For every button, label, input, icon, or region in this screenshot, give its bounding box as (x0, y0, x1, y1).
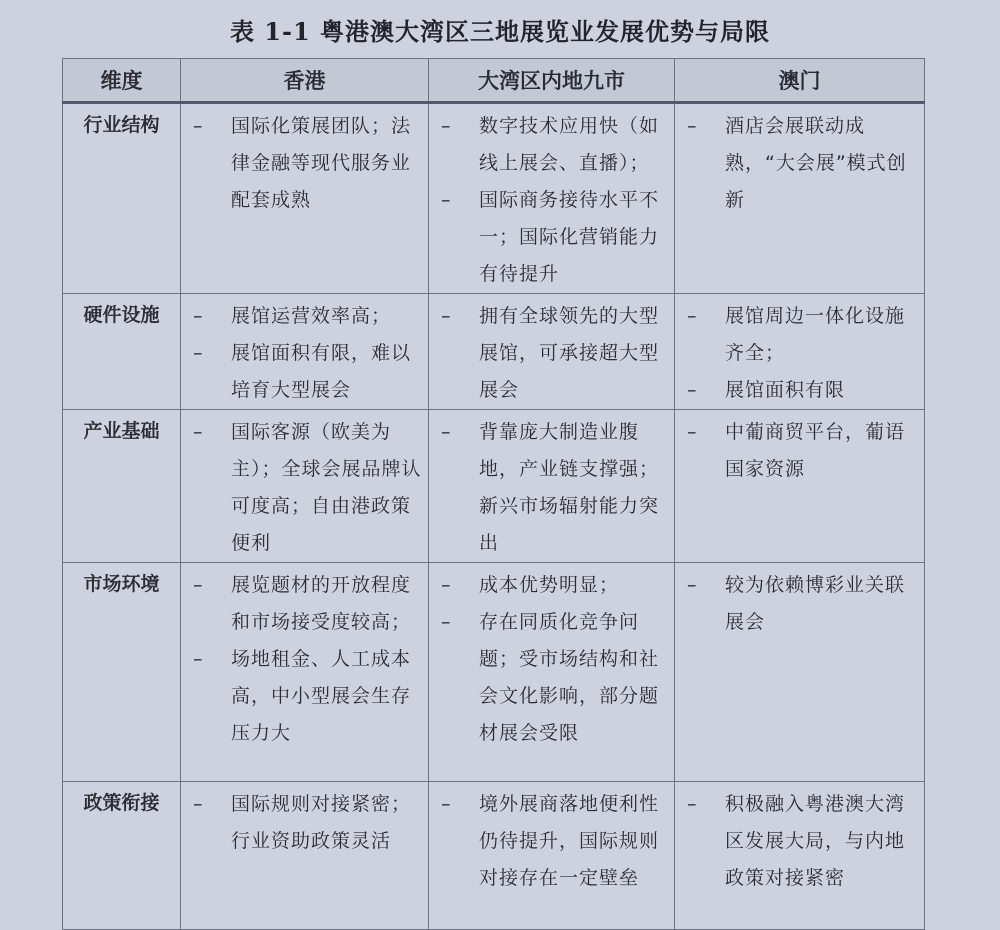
gba-mainland-cell (429, 782, 675, 930)
bullet-text: 国际客源（欧美为主）；全球会展品牌认可度高；自由港政策便利 (231, 421, 422, 554)
header-gba-mainland: 大湾区内地九市 (429, 59, 675, 103)
bullet-item (437, 414, 668, 562)
dimension-cell: 硬件设施 (63, 294, 181, 410)
table-title: 表 1-1 粤港澳大湾区三地展览业发展优势与局限 (229, 17, 771, 46)
bullet-item (189, 414, 422, 562)
bullet-text: 积极融入粤港澳大湾区发展大局，与内地政策对接紧密 (725, 793, 906, 889)
bullet-text: 展馆面积有限，难以培育大型展会 (231, 342, 412, 401)
dash-bullet: – (441, 189, 451, 211)
gba-mainland-cell (429, 410, 675, 563)
gba-mainland-cell (429, 103, 675, 294)
macao-cell (675, 563, 925, 782)
bullet-item (683, 567, 918, 641)
macao-cell (675, 103, 925, 294)
dash-bullet: – (687, 305, 697, 327)
comparison-table (62, 58, 925, 930)
bullet-text: 展馆面积有限 (725, 379, 846, 401)
dash-bullet: – (687, 115, 697, 137)
dash-bullet: – (193, 793, 203, 815)
bullet-text: 较为依赖博彩业关联展会 (725, 574, 906, 633)
bullet-item (683, 372, 918, 409)
bullet-text: 拥有全球领先的大型展馆，可承接超大型展会 (479, 305, 660, 401)
table-row (63, 103, 925, 294)
bullet-item (189, 786, 422, 860)
dash-bullet: – (193, 421, 203, 443)
bullet-item (683, 108, 918, 219)
dash-bullet: – (193, 342, 203, 364)
bullet-item (437, 182, 668, 293)
bullet-item (437, 567, 668, 604)
hong-kong-cell (181, 410, 429, 563)
table-row (63, 563, 925, 782)
dash-bullet: – (687, 379, 697, 401)
bullet-text: 国际商务接待水平不一；国际化营销能力有待提升 (479, 189, 660, 285)
macao-cell (675, 782, 925, 930)
table-row (63, 782, 925, 930)
bullet-text: 国际化策展团队；法律金融等现代服务业配套成熟 (231, 115, 412, 211)
bullet-item (437, 298, 668, 409)
dash-bullet: – (441, 611, 451, 633)
bullet-text: 数字技术应用快（如线上展会、直播）； (479, 115, 660, 174)
header-dimension: 维度 (63, 59, 181, 103)
hong-kong-cell (181, 294, 429, 410)
dash-bullet: – (687, 574, 697, 596)
bullet-text: 场地租金、人工成本高，中小型展会生存压力大 (231, 648, 412, 744)
bullet-item (189, 108, 422, 219)
bullet-item (189, 335, 422, 409)
bullet-item (437, 604, 668, 752)
bullet-item (683, 298, 918, 372)
bullet-text: 酒店会展联动成熟，“大会展”模式创新 (725, 115, 907, 211)
dash-bullet: – (193, 115, 203, 137)
dash-bullet: – (193, 574, 203, 596)
bullet-text: 成本优势明显； (479, 574, 620, 596)
bullet-text: 展馆周边一体化设施齐全； (725, 305, 906, 364)
dash-bullet: – (441, 305, 451, 327)
header-macao: 澳门 (675, 59, 925, 103)
dash-bullet: – (441, 574, 451, 596)
hong-kong-cell (181, 103, 429, 294)
gba-mainland-cell (429, 563, 675, 782)
bullet-text: 存在同质化竞争问题；受市场结构和社会文化影响，部分题材展会受限 (479, 611, 660, 744)
dash-bullet: – (441, 421, 451, 443)
dash-bullet: – (441, 115, 451, 137)
bullet-text: 国际规则对接紧密；行业资助政策灵活 (231, 793, 412, 852)
bullet-item (683, 786, 918, 897)
dash-bullet: – (193, 305, 203, 327)
gba-mainland-cell (429, 294, 675, 410)
dash-bullet: – (687, 793, 697, 815)
header-row (63, 59, 925, 103)
bullet-item (683, 414, 918, 488)
dash-bullet: – (441, 793, 451, 815)
bullet-item (437, 786, 668, 897)
bullet-item (189, 567, 422, 641)
table-row (63, 410, 925, 563)
hong-kong-cell (181, 782, 429, 930)
bullet-item (189, 641, 422, 752)
dimension-cell: 产业基础 (63, 410, 181, 563)
bullet-text: 中葡商贸平台，葡语国家资源 (725, 421, 906, 480)
table-row (63, 294, 925, 410)
macao-cell (675, 294, 925, 410)
dimension-cell: 政策衔接 (63, 782, 181, 930)
dash-bullet: – (687, 421, 697, 443)
bullet-text: 展馆运营效率高； (231, 305, 392, 327)
bullet-text: 展览题材的开放程度和市场接受度较高； (231, 574, 412, 633)
bullet-item (189, 298, 422, 335)
dash-bullet: – (193, 648, 203, 670)
header-hong-kong: 香港 (181, 59, 429, 103)
bullet-text: 境外展商落地便利性仍待提升，国际规则对接存在一定壁垒 (479, 793, 660, 889)
dimension-cell: 行业结构 (63, 103, 181, 294)
macao-cell (675, 410, 925, 563)
bullet-text: 背靠庞大制造业腹地，产业链支撑强；新兴市场辐射能力突出 (479, 421, 660, 554)
bullet-item (437, 108, 668, 182)
dimension-cell: 市场环境 (63, 563, 181, 782)
hong-kong-cell (181, 563, 429, 782)
